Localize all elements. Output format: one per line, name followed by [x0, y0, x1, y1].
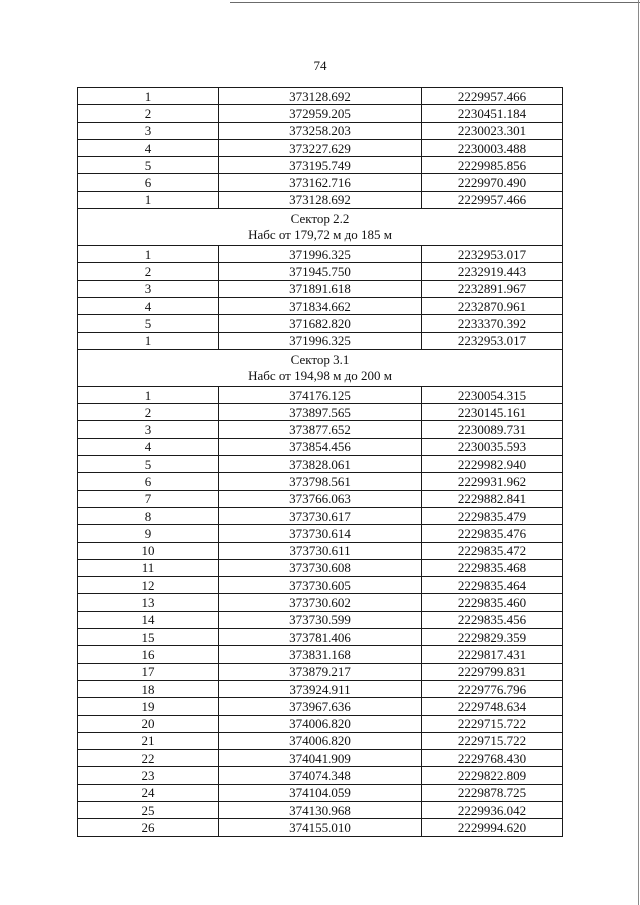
y-coordinate-cell: 2229748.634: [422, 698, 563, 715]
x-coordinate-cell: 374074.348: [219, 767, 422, 784]
y-coordinate-cell: 2229835.460: [422, 594, 563, 611]
y-coordinate-cell: 2230035.593: [422, 438, 563, 455]
y-coordinate-cell: 2229957.466: [422, 88, 563, 105]
y-coordinate-cell: 2230089.731: [422, 421, 563, 438]
table-row: [78, 473, 563, 490]
table-row: [78, 404, 563, 421]
x-coordinate-cell: 373128.692: [219, 191, 422, 208]
x-coordinate-cell: 374130.968: [219, 801, 422, 818]
y-coordinate-cell: 2232919.443: [422, 263, 563, 280]
point-number-cell: 16: [78, 646, 219, 663]
table-row: [78, 577, 563, 594]
x-coordinate-cell: 373798.561: [219, 473, 422, 490]
point-number-cell: 3: [78, 122, 219, 139]
x-coordinate-cell: 373924.911: [219, 680, 422, 697]
point-number-cell: 4: [78, 139, 219, 156]
table-row: [78, 122, 563, 139]
y-coordinate-cell: 2229776.796: [422, 680, 563, 697]
table-row: [78, 315, 563, 332]
point-number-cell: 22: [78, 750, 219, 767]
page-number: 74: [313, 58, 327, 73]
table-row: [78, 629, 563, 646]
x-coordinate-cell: 371891.618: [219, 280, 422, 297]
y-coordinate-cell: 2232891.967: [422, 280, 563, 297]
y-coordinate-cell: 2230023.301: [422, 122, 563, 139]
point-number-cell: 18: [78, 680, 219, 697]
x-coordinate-cell: 371834.662: [219, 297, 422, 314]
point-number-cell: 12: [78, 577, 219, 594]
x-coordinate-cell: 373730.614: [219, 525, 422, 542]
x-coordinate-cell: 371996.325: [219, 246, 422, 263]
table-row: [78, 732, 563, 749]
y-coordinate-cell: 2230054.315: [422, 386, 563, 403]
table-row: [78, 246, 563, 263]
point-number-cell: 15: [78, 629, 219, 646]
x-coordinate-cell: 373730.605: [219, 577, 422, 594]
x-coordinate-cell: 373730.599: [219, 611, 422, 628]
y-coordinate-cell: 2229835.464: [422, 577, 563, 594]
x-coordinate-cell: 373828.061: [219, 456, 422, 473]
table-row: [78, 646, 563, 663]
x-coordinate-cell: 373195.749: [219, 157, 422, 174]
y-coordinate-cell: 2230003.488: [422, 139, 563, 156]
x-coordinate-cell: 373766.063: [219, 490, 422, 507]
table-row: [78, 819, 563, 836]
y-coordinate-cell: 2229715.722: [422, 715, 563, 732]
table-row: [78, 88, 563, 105]
x-coordinate-cell: 373879.217: [219, 663, 422, 680]
point-number-cell: 21: [78, 732, 219, 749]
table-row: [78, 507, 563, 524]
table-row: [78, 542, 563, 559]
x-coordinate-cell: 372959.205: [219, 105, 422, 122]
point-number-cell: 1: [78, 386, 219, 403]
table-row: [78, 680, 563, 697]
point-number-cell: 25: [78, 801, 219, 818]
y-coordinate-cell: 2232953.017: [422, 332, 563, 349]
point-number-cell: 11: [78, 559, 219, 576]
x-coordinate-cell: 373877.652: [219, 421, 422, 438]
y-coordinate-cell: 2229835.476: [422, 525, 563, 542]
x-coordinate-cell: 374006.820: [219, 715, 422, 732]
table-row: [78, 174, 563, 191]
point-number-cell: 13: [78, 594, 219, 611]
x-coordinate-cell: 373128.692: [219, 88, 422, 105]
point-number-cell: 1: [78, 191, 219, 208]
x-coordinate-cell: 371682.820: [219, 315, 422, 332]
point-number-cell: 6: [78, 174, 219, 191]
point-number-cell: 4: [78, 438, 219, 455]
table-row: [78, 750, 563, 767]
y-coordinate-cell: 2229835.468: [422, 559, 563, 576]
point-number-cell: 4: [78, 297, 219, 314]
point-number-cell: 1: [78, 332, 219, 349]
x-coordinate-cell: 374155.010: [219, 819, 422, 836]
table-row: [78, 801, 563, 818]
x-coordinate-cell: 371996.325: [219, 332, 422, 349]
coordinates-table-body: [78, 88, 563, 837]
y-coordinate-cell: 2229835.472: [422, 542, 563, 559]
x-coordinate-cell: 373854.456: [219, 438, 422, 455]
table-row: [78, 332, 563, 349]
table-row: [78, 611, 563, 628]
point-number-cell: 26: [78, 819, 219, 836]
point-number-cell: 17: [78, 663, 219, 680]
sector-title: Сектор 2.2: [290, 211, 350, 227]
x-coordinate-cell: 373227.629: [219, 139, 422, 156]
table-row: [78, 559, 563, 576]
sector-header-row: [78, 349, 563, 386]
y-coordinate-cell: 2229715.722: [422, 732, 563, 749]
x-coordinate-cell: 371945.750: [219, 263, 422, 280]
table-row: [78, 663, 563, 680]
table-row: [78, 105, 563, 122]
x-coordinate-cell: 373831.168: [219, 646, 422, 663]
table-row: [78, 698, 563, 715]
coordinates-table: [77, 87, 563, 837]
x-coordinate-cell: 373162.716: [219, 174, 422, 191]
point-number-cell: 23: [78, 767, 219, 784]
table-row: [78, 421, 563, 438]
y-coordinate-cell: 2229835.456: [422, 611, 563, 628]
sector-height-range: Набс от 179,72 м до 185 м: [248, 227, 392, 243]
table-row: [78, 784, 563, 801]
x-coordinate-cell: 374041.909: [219, 750, 422, 767]
point-number-cell: 24: [78, 784, 219, 801]
point-number-cell: 19: [78, 698, 219, 715]
table-row: [78, 767, 563, 784]
sector-title: Сектор 3.1: [290, 351, 350, 367]
point-number-cell: 2: [78, 404, 219, 421]
sector-height-range: Набс от 194,98 м до 200 м: [248, 367, 392, 383]
x-coordinate-cell: 374176.125: [219, 386, 422, 403]
y-coordinate-cell: 2229835.479: [422, 507, 563, 524]
x-coordinate-cell: 373730.602: [219, 594, 422, 611]
x-coordinate-cell: 374104.059: [219, 784, 422, 801]
point-number-cell: 3: [78, 280, 219, 297]
y-coordinate-cell: 2229768.430: [422, 750, 563, 767]
y-coordinate-cell: 2229799.831: [422, 663, 563, 680]
y-coordinate-cell: 2233370.392: [422, 315, 563, 332]
x-coordinate-cell: 373781.406: [219, 629, 422, 646]
table-row: [78, 490, 563, 507]
y-coordinate-cell: 2229822.809: [422, 767, 563, 784]
table-row: [78, 456, 563, 473]
point-number-cell: 3: [78, 421, 219, 438]
table-row: [78, 715, 563, 732]
y-coordinate-cell: 2232953.017: [422, 246, 563, 263]
x-coordinate-cell: 373730.611: [219, 542, 422, 559]
point-number-cell: 5: [78, 315, 219, 332]
point-number-cell: 10: [78, 542, 219, 559]
x-coordinate-cell: 373258.203: [219, 122, 422, 139]
y-coordinate-cell: 2229970.490: [422, 174, 563, 191]
point-number-cell: 5: [78, 456, 219, 473]
point-number-cell: 9: [78, 525, 219, 542]
table-row: [78, 139, 563, 156]
y-coordinate-cell: 2229994.620: [422, 819, 563, 836]
y-coordinate-cell: 2229985.856: [422, 157, 563, 174]
point-number-cell: 8: [78, 507, 219, 524]
sector-header-cell: [78, 349, 563, 386]
y-coordinate-cell: 2229878.725: [422, 784, 563, 801]
table-row: [78, 191, 563, 208]
table-row: [78, 297, 563, 314]
table-row: [78, 386, 563, 403]
y-coordinate-cell: 2229829.359: [422, 629, 563, 646]
point-number-cell: 1: [78, 88, 219, 105]
table-row: [78, 280, 563, 297]
point-number-cell: 14: [78, 611, 219, 628]
point-number-cell: 1: [78, 246, 219, 263]
sector-header-cell: [78, 209, 563, 246]
point-number-cell: 20: [78, 715, 219, 732]
point-number-cell: 6: [78, 473, 219, 490]
y-coordinate-cell: 2229817.431: [422, 646, 563, 663]
y-coordinate-cell: 2229936.042: [422, 801, 563, 818]
x-coordinate-cell: 373967.636: [219, 698, 422, 715]
scan-border-right: [638, 0, 639, 905]
y-coordinate-cell: 2232870.961: [422, 297, 563, 314]
y-coordinate-cell: 2230451.184: [422, 105, 563, 122]
point-number-cell: 2: [78, 263, 219, 280]
y-coordinate-cell: 2229982.940: [422, 456, 563, 473]
y-coordinate-cell: 2229882.841: [422, 490, 563, 507]
table-row: [78, 263, 563, 280]
table-row: [78, 157, 563, 174]
x-coordinate-cell: 373730.608: [219, 559, 422, 576]
y-coordinate-cell: 2230145.161: [422, 404, 563, 421]
y-coordinate-cell: 2229931.962: [422, 473, 563, 490]
table-row: [78, 525, 563, 542]
y-coordinate-cell: 2229957.466: [422, 191, 563, 208]
point-number-cell: 5: [78, 157, 219, 174]
table-row: [78, 438, 563, 455]
x-coordinate-cell: 373730.617: [219, 507, 422, 524]
x-coordinate-cell: 374006.820: [219, 732, 422, 749]
scan-border-top: [230, 2, 640, 3]
table-row: [78, 594, 563, 611]
point-number-cell: 7: [78, 490, 219, 507]
point-number-cell: 2: [78, 105, 219, 122]
sector-header-row: [78, 209, 563, 246]
x-coordinate-cell: 373897.565: [219, 404, 422, 421]
